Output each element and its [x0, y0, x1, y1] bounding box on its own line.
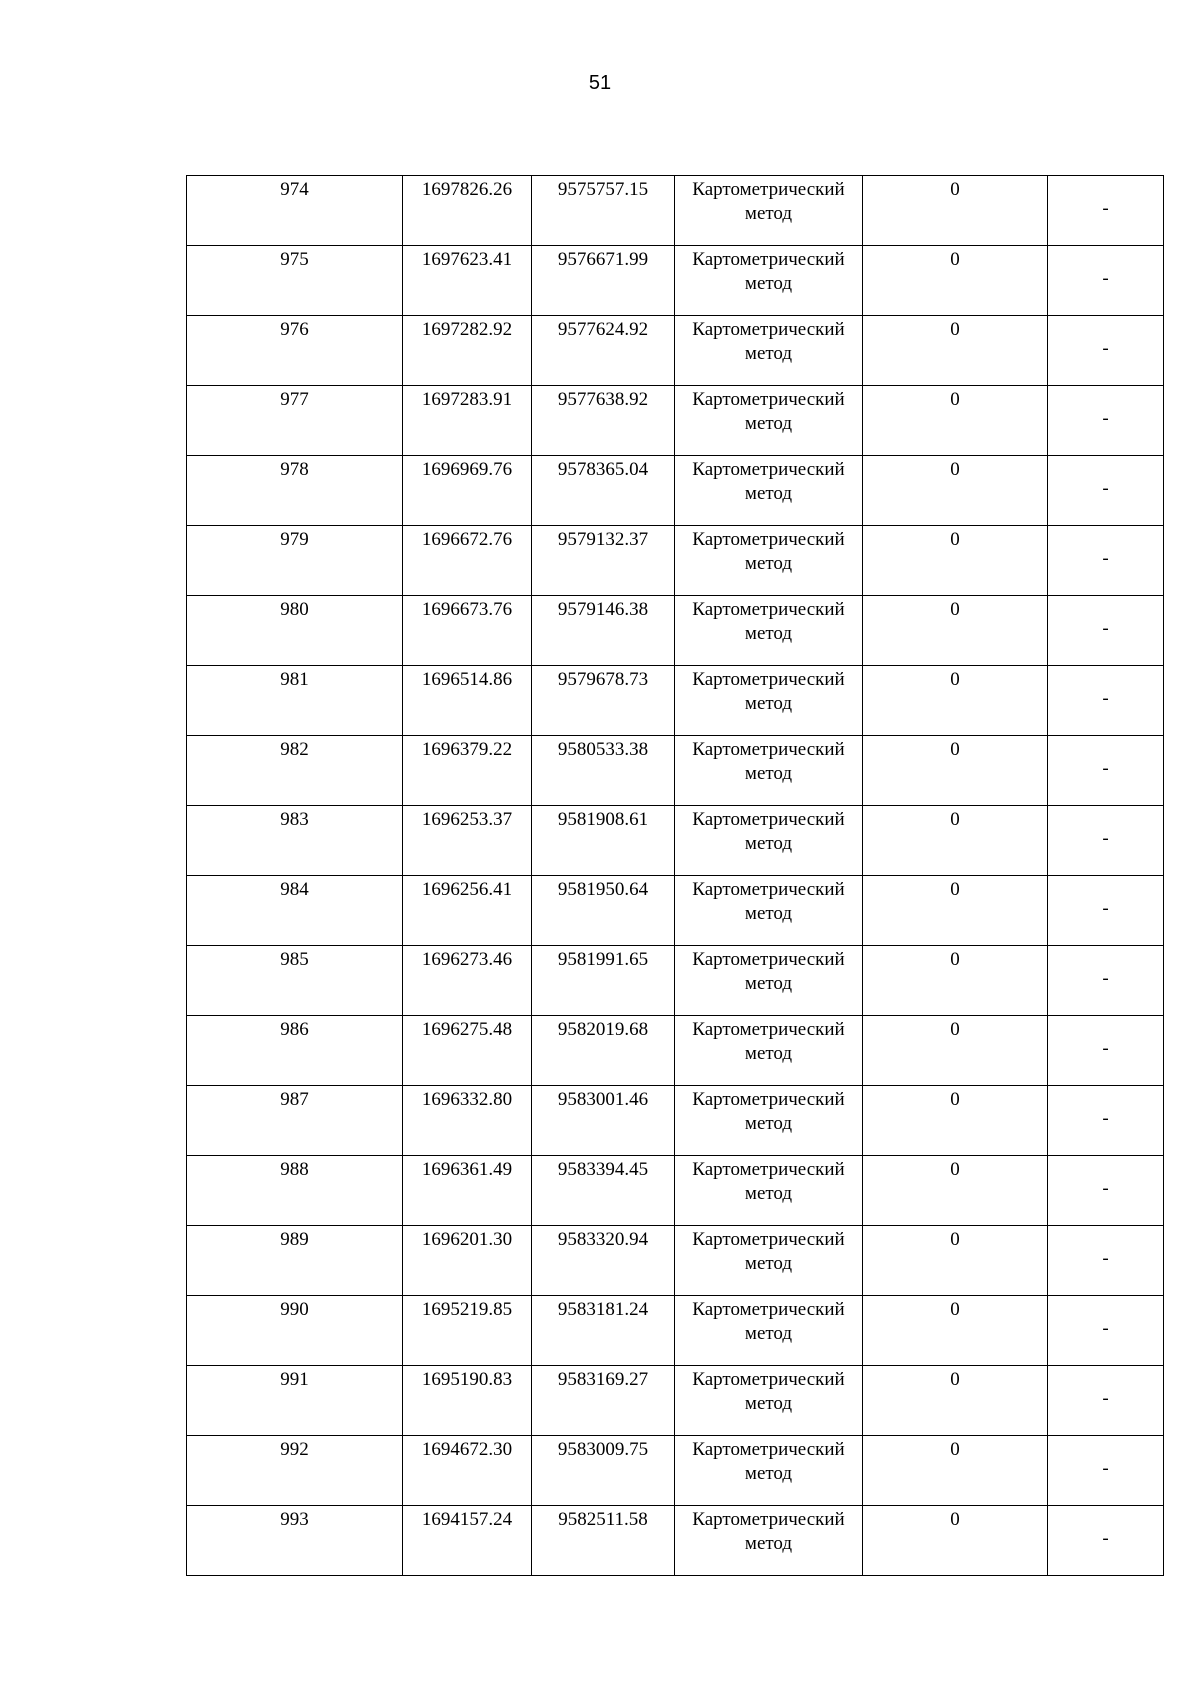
page-number: 51	[588, 72, 612, 94]
y-coordinate-cell	[532, 316, 675, 386]
x-coordinate-cell-text: 1697283.91	[421, 389, 513, 410]
table-row	[187, 806, 1164, 876]
error-cell	[863, 316, 1048, 386]
point-number-cell	[187, 1016, 403, 1086]
point-number-cell-text: 987	[280, 1089, 309, 1110]
y-coordinate-cell	[532, 596, 675, 666]
method-cell	[675, 1506, 863, 1576]
x-coordinate-cell	[403, 946, 532, 1016]
point-number-cell-text: 977	[280, 389, 309, 410]
description-cell	[1048, 1016, 1164, 1086]
error-cell	[863, 1366, 1048, 1436]
point-number-cell-text: 979	[280, 529, 309, 550]
y-coordinate-cell-text: 9583394.45	[557, 1159, 649, 1180]
error-cell-text: 0	[950, 1229, 960, 1250]
coordinates-table-body	[187, 176, 1164, 1576]
method-cell-text: Картометрический метод	[692, 319, 845, 364]
y-coordinate-cell-text: 9583169.27	[557, 1369, 649, 1390]
description-cell	[1048, 1086, 1164, 1156]
description-cell-text: -	[1102, 1317, 1109, 1339]
table-row	[187, 1436, 1164, 1506]
x-coordinate-cell	[403, 1366, 532, 1436]
table-row	[187, 1506, 1164, 1576]
y-coordinate-cell-text: 9583001.46	[557, 1089, 649, 1110]
table-row	[187, 1016, 1164, 1086]
y-coordinate-cell	[532, 1016, 675, 1086]
method-cell	[675, 666, 863, 736]
description-cell	[1048, 1156, 1164, 1226]
y-coordinate-cell-text: 9582019.68	[557, 1019, 649, 1040]
point-number-cell-text: 988	[280, 1159, 309, 1180]
method-cell	[675, 876, 863, 946]
x-coordinate-cell-text: 1696275.48	[421, 1019, 513, 1040]
method-cell-text: Картометрический метод	[692, 249, 845, 294]
method-cell	[675, 526, 863, 596]
method-cell-text: Картометрический метод	[692, 599, 845, 644]
error-cell	[863, 1436, 1048, 1506]
description-cell-text: -	[1102, 967, 1109, 989]
table-row	[187, 1296, 1164, 1366]
y-coordinate-cell-text: 9581991.65	[557, 949, 649, 970]
method-cell-text: Картометрический метод	[692, 459, 845, 504]
y-coordinate-cell-text: 9578365.04	[557, 459, 649, 480]
point-number-cell-text: 990	[280, 1299, 309, 1320]
x-coordinate-cell	[403, 1156, 532, 1226]
description-cell-text: -	[1102, 897, 1109, 919]
y-coordinate-cell	[532, 946, 675, 1016]
description-cell-text: -	[1102, 337, 1109, 359]
point-number-cell-text: 974	[280, 179, 309, 200]
x-coordinate-cell	[403, 526, 532, 596]
error-cell	[863, 1156, 1048, 1226]
x-coordinate-cell	[403, 736, 532, 806]
y-coordinate-cell	[532, 1366, 675, 1436]
description-cell	[1048, 1506, 1164, 1576]
error-cell	[863, 1086, 1048, 1156]
error-cell-text: 0	[950, 1089, 960, 1110]
point-number-cell	[187, 666, 403, 736]
y-coordinate-cell	[532, 246, 675, 316]
method-cell-text: Картометрический метод	[692, 1019, 845, 1064]
point-number-cell	[187, 1226, 403, 1296]
error-cell-text: 0	[950, 249, 960, 270]
point-number-cell	[187, 526, 403, 596]
description-cell-text: -	[1102, 1107, 1109, 1129]
description-cell-text: -	[1102, 1037, 1109, 1059]
y-coordinate-cell	[532, 1226, 675, 1296]
description-cell-text: -	[1102, 477, 1109, 499]
description-cell-text: -	[1102, 407, 1109, 429]
point-number-cell	[187, 736, 403, 806]
y-coordinate-cell-text: 9583320.94	[557, 1229, 649, 1250]
y-coordinate-cell-text: 9577638.92	[557, 389, 649, 410]
error-cell-text: 0	[950, 1439, 960, 1460]
method-cell-text: Картометрический метод	[692, 179, 845, 224]
x-coordinate-cell-text: 1695190.83	[421, 1369, 513, 1390]
table-row	[187, 876, 1164, 946]
error-cell-text: 0	[950, 739, 960, 760]
x-coordinate-cell-text: 1696969.76	[421, 459, 513, 480]
point-number-cell	[187, 246, 403, 316]
method-cell-text: Картометрический метод	[692, 809, 845, 854]
x-coordinate-cell-text: 1696253.37	[421, 809, 513, 830]
error-cell	[863, 806, 1048, 876]
description-cell-text: -	[1102, 687, 1109, 709]
description-cell-text: -	[1102, 757, 1109, 779]
description-cell-text: -	[1102, 1247, 1109, 1269]
x-coordinate-cell-text: 1697623.41	[421, 249, 513, 270]
error-cell-text: 0	[950, 669, 960, 690]
x-coordinate-cell-text: 1696332.80	[421, 1089, 513, 1110]
error-cell	[863, 876, 1048, 946]
description-cell	[1048, 596, 1164, 666]
y-coordinate-cell-text: 9581908.61	[557, 809, 649, 830]
error-cell-text: 0	[950, 1019, 960, 1040]
x-coordinate-cell-text: 1696379.22	[421, 739, 513, 760]
method-cell	[675, 946, 863, 1016]
point-number-cell-text: 984	[280, 879, 309, 900]
point-number-cell	[187, 1436, 403, 1506]
x-coordinate-cell	[403, 1506, 532, 1576]
description-cell-text: -	[1102, 547, 1109, 569]
error-cell	[863, 1506, 1048, 1576]
point-number-cell	[187, 316, 403, 386]
method-cell	[675, 386, 863, 456]
description-cell-text: -	[1102, 827, 1109, 849]
error-cell-text: 0	[950, 949, 960, 970]
table-row	[187, 736, 1164, 806]
point-number-cell-text: 980	[280, 599, 309, 620]
table-row	[187, 316, 1164, 386]
point-number-cell-text: 989	[280, 1229, 309, 1250]
description-cell-text: -	[1102, 1527, 1109, 1549]
error-cell	[863, 666, 1048, 736]
description-cell-text: -	[1102, 617, 1109, 639]
method-cell	[675, 246, 863, 316]
description-cell-text: -	[1102, 1457, 1109, 1479]
x-coordinate-cell	[403, 876, 532, 946]
method-cell	[675, 176, 863, 246]
table-row	[187, 1226, 1164, 1296]
table-row	[187, 666, 1164, 736]
y-coordinate-cell	[532, 176, 675, 246]
method-cell	[675, 456, 863, 526]
description-cell	[1048, 736, 1164, 806]
table-row	[187, 946, 1164, 1016]
description-cell-text: -	[1102, 197, 1109, 219]
point-number-cell-text: 976	[280, 319, 309, 340]
x-coordinate-cell-text: 1694157.24	[421, 1509, 513, 1530]
point-number-cell	[187, 1156, 403, 1226]
y-coordinate-cell-text: 9575757.15	[557, 179, 649, 200]
error-cell-text: 0	[950, 389, 960, 410]
error-cell	[863, 386, 1048, 456]
point-number-cell	[187, 456, 403, 526]
error-cell	[863, 456, 1048, 526]
point-number-cell	[187, 1086, 403, 1156]
table-row	[187, 596, 1164, 666]
method-cell	[675, 1086, 863, 1156]
y-coordinate-cell	[532, 526, 675, 596]
error-cell	[863, 1226, 1048, 1296]
method-cell-text: Картометрический метод	[692, 1159, 845, 1204]
table-row	[187, 456, 1164, 526]
y-coordinate-cell-text: 9582511.58	[558, 1509, 648, 1530]
table-row	[187, 1366, 1164, 1436]
method-cell	[675, 316, 863, 386]
x-coordinate-cell-text: 1697282.92	[421, 319, 513, 340]
error-cell-text: 0	[950, 1159, 960, 1180]
x-coordinate-cell-text: 1696514.86	[421, 669, 513, 690]
point-number-cell-text: 978	[280, 459, 309, 480]
error-cell-text: 0	[950, 179, 960, 200]
x-coordinate-cell	[403, 1436, 532, 1506]
y-coordinate-cell	[532, 666, 675, 736]
description-cell	[1048, 1366, 1164, 1436]
point-number-cell-text: 993	[280, 1509, 309, 1530]
description-cell	[1048, 946, 1164, 1016]
y-coordinate-cell-text: 9581950.64	[557, 879, 649, 900]
error-cell-text: 0	[950, 1299, 960, 1320]
x-coordinate-cell	[403, 1086, 532, 1156]
table-row	[187, 1086, 1164, 1156]
x-coordinate-cell-text: 1694672.30	[421, 1439, 513, 1460]
table-row	[187, 1156, 1164, 1226]
y-coordinate-cell-text: 9576671.99	[557, 249, 649, 270]
error-cell	[863, 246, 1048, 316]
point-number-cell-text: 991	[280, 1369, 309, 1390]
x-coordinate-cell	[403, 596, 532, 666]
point-number-cell-text: 981	[280, 669, 309, 690]
coordinates-table	[186, 175, 1164, 1576]
method-cell	[675, 1226, 863, 1296]
y-coordinate-cell	[532, 1086, 675, 1156]
x-coordinate-cell-text: 1696256.41	[421, 879, 513, 900]
x-coordinate-cell-text: 1696201.30	[421, 1229, 513, 1250]
x-coordinate-cell-text: 1696361.49	[421, 1159, 513, 1180]
y-coordinate-cell-text: 9579146.38	[557, 599, 649, 620]
method-cell	[675, 596, 863, 666]
x-coordinate-cell-text: 1696673.76	[421, 599, 513, 620]
description-cell	[1048, 666, 1164, 736]
description-cell-text: -	[1102, 267, 1109, 289]
description-cell-text: -	[1102, 1387, 1109, 1409]
point-number-cell-text: 983	[280, 809, 309, 830]
method-cell	[675, 1296, 863, 1366]
y-coordinate-cell	[532, 386, 675, 456]
x-coordinate-cell	[403, 1226, 532, 1296]
x-coordinate-cell	[403, 1016, 532, 1086]
y-coordinate-cell	[532, 456, 675, 526]
point-number-cell-text: 992	[280, 1439, 309, 1460]
point-number-cell	[187, 876, 403, 946]
y-coordinate-cell	[532, 876, 675, 946]
method-cell	[675, 1436, 863, 1506]
method-cell-text: Картометрический метод	[692, 1509, 845, 1554]
error-cell	[863, 1016, 1048, 1086]
x-coordinate-cell-text: 1695219.85	[421, 1299, 513, 1320]
method-cell-text: Картометрический метод	[692, 1089, 845, 1134]
error-cell	[863, 946, 1048, 1016]
y-coordinate-cell	[532, 736, 675, 806]
y-coordinate-cell-text: 9579132.37	[557, 529, 649, 550]
y-coordinate-cell	[532, 806, 675, 876]
x-coordinate-cell	[403, 316, 532, 386]
table-row	[187, 176, 1164, 246]
point-number-cell	[187, 596, 403, 666]
y-coordinate-cell-text: 9583009.75	[557, 1439, 649, 1460]
error-cell-text: 0	[950, 529, 960, 550]
description-cell	[1048, 1436, 1164, 1506]
x-coordinate-cell-text: 1697826.26	[421, 179, 513, 200]
y-coordinate-cell-text: 9577624.92	[557, 319, 649, 340]
error-cell	[863, 176, 1048, 246]
method-cell	[675, 1016, 863, 1086]
error-cell	[863, 526, 1048, 596]
method-cell	[675, 806, 863, 876]
description-cell	[1048, 246, 1164, 316]
method-cell-text: Картометрический метод	[692, 879, 845, 924]
x-coordinate-cell	[403, 456, 532, 526]
description-cell	[1048, 386, 1164, 456]
point-number-cell	[187, 386, 403, 456]
description-cell	[1048, 876, 1164, 946]
y-coordinate-cell	[532, 1506, 675, 1576]
description-cell	[1048, 456, 1164, 526]
method-cell-text: Картометрический метод	[692, 1299, 845, 1344]
error-cell-text: 0	[950, 1509, 960, 1530]
method-cell-text: Картометрический метод	[692, 949, 845, 994]
y-coordinate-cell-text: 9580533.38	[557, 739, 649, 760]
x-coordinate-cell-text: 1696672.76	[421, 529, 513, 550]
y-coordinate-cell	[532, 1296, 675, 1366]
error-cell-text: 0	[950, 1369, 960, 1390]
y-coordinate-cell	[532, 1156, 675, 1226]
error-cell-text: 0	[950, 319, 960, 340]
method-cell-text: Картометрический метод	[692, 739, 845, 784]
point-number-cell	[187, 1506, 403, 1576]
method-cell-text: Картометрический метод	[692, 389, 845, 434]
error-cell-text: 0	[950, 879, 960, 900]
table-row	[187, 386, 1164, 456]
y-coordinate-cell-text: 9583181.24	[557, 1299, 649, 1320]
point-number-cell-text: 975	[280, 249, 309, 270]
x-coordinate-cell-text: 1696273.46	[421, 949, 513, 970]
error-cell	[863, 736, 1048, 806]
point-number-cell-text: 982	[280, 739, 309, 760]
method-cell-text: Картометрический метод	[692, 529, 845, 574]
x-coordinate-cell	[403, 666, 532, 736]
error-cell	[863, 1296, 1048, 1366]
description-cell	[1048, 1226, 1164, 1296]
description-cell-text: -	[1102, 1177, 1109, 1199]
x-coordinate-cell	[403, 176, 532, 246]
method-cell-text: Картометрический метод	[692, 669, 845, 714]
point-number-cell	[187, 1296, 403, 1366]
description-cell	[1048, 526, 1164, 596]
x-coordinate-cell	[403, 806, 532, 876]
description-cell	[1048, 1296, 1164, 1366]
error-cell-text: 0	[950, 459, 960, 480]
table-row	[187, 526, 1164, 596]
description-cell	[1048, 806, 1164, 876]
point-number-cell	[187, 946, 403, 1016]
x-coordinate-cell	[403, 386, 532, 456]
x-coordinate-cell	[403, 246, 532, 316]
point-number-cell-text: 986	[280, 1019, 309, 1040]
error-cell-text: 0	[950, 599, 960, 620]
x-coordinate-cell	[403, 1296, 532, 1366]
point-number-cell	[187, 176, 403, 246]
y-coordinate-cell-text: 9579678.73	[557, 669, 649, 690]
table-row	[187, 246, 1164, 316]
method-cell	[675, 736, 863, 806]
y-coordinate-cell	[532, 1436, 675, 1506]
point-number-cell	[187, 1366, 403, 1436]
error-cell-text: 0	[950, 809, 960, 830]
method-cell	[675, 1156, 863, 1226]
method-cell-text: Картометрический метод	[692, 1229, 845, 1274]
description-cell	[1048, 316, 1164, 386]
method-cell-text: Картометрический метод	[692, 1439, 845, 1484]
description-cell	[1048, 176, 1164, 246]
point-number-cell	[187, 806, 403, 876]
error-cell	[863, 596, 1048, 666]
point-number-cell-text: 985	[280, 949, 309, 970]
method-cell	[675, 1366, 863, 1436]
method-cell-text: Картометрический метод	[692, 1369, 845, 1414]
